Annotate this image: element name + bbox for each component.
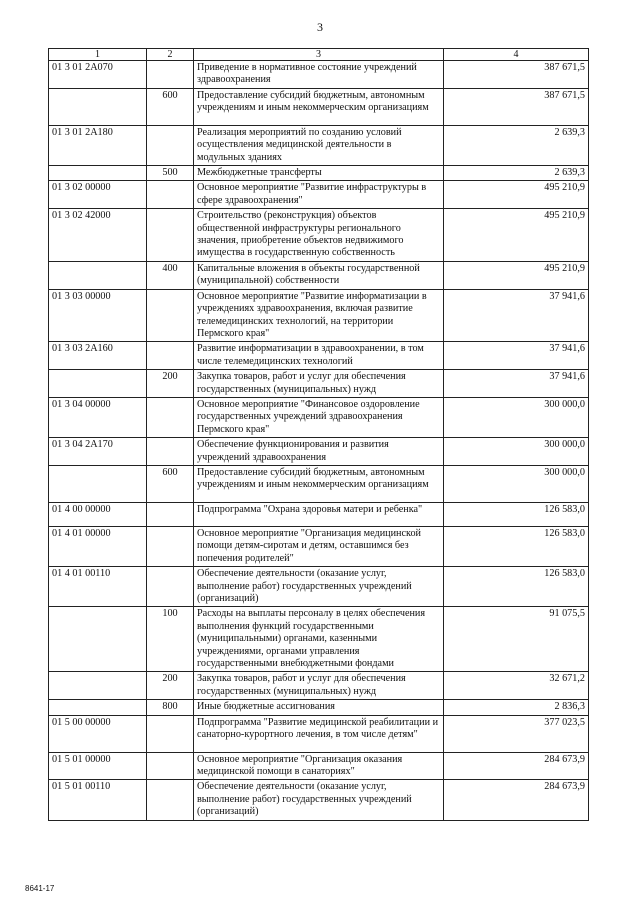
row-expense-type-cell xyxy=(147,567,194,607)
row-code-cell: 01 3 03 2А160 xyxy=(49,342,147,370)
table-row xyxy=(49,61,589,89)
row-amount-cell: 495 210,9 xyxy=(444,261,589,289)
row-description-cell: Предоставление субсидий бюджетным, автономным учреждениям и иным некоммерческим организациям xyxy=(194,88,444,125)
row-code-cell: 01 3 01 2А180 xyxy=(49,125,147,165)
table-row xyxy=(49,502,589,526)
row-expense-type-cell xyxy=(147,125,194,165)
row-code-cell xyxy=(49,88,147,125)
row-code-cell: 01 3 02 00000 xyxy=(49,181,147,209)
row-code-cell: 01 3 02 42000 xyxy=(49,209,147,262)
row-amount-cell: 387 671,5 xyxy=(444,88,589,125)
row-code-cell xyxy=(49,607,147,672)
row-code-cell: 01 4 01 00110 xyxy=(49,567,147,607)
row-code-cell: 01 5 01 00110 xyxy=(49,780,147,820)
row-code-cell xyxy=(49,700,147,715)
table-row xyxy=(49,181,589,209)
row-description-cell: Обеспечение деятельности (оказание услуг, выполнение работ) государственных учреждений (организаций) xyxy=(194,780,444,820)
row-code-cell: 01 3 04 2А170 xyxy=(49,438,147,466)
row-code-cell xyxy=(49,465,147,502)
row-expense-type-cell xyxy=(147,780,194,820)
row-code-cell xyxy=(49,166,147,181)
row-code-cell: 01 4 01 00000 xyxy=(49,526,147,566)
table-row xyxy=(49,125,589,165)
row-amount-cell: 2 836,3 xyxy=(444,700,589,715)
row-amount-cell: 126 583,0 xyxy=(444,526,589,566)
table-row xyxy=(49,88,589,125)
row-amount-cell: 37 941,6 xyxy=(444,370,589,398)
row-amount-cell: 300 000,0 xyxy=(444,438,589,466)
row-description-cell: Основное мероприятие "Развитие информатизации в учреждениях здравоохранения, включая развитие телемедицинских технологий, на территории Пермского края" xyxy=(194,289,444,342)
budget-table xyxy=(48,48,589,821)
row-expense-type-cell: 500 xyxy=(147,166,194,181)
header-col-2: 2 xyxy=(147,49,194,61)
row-amount-cell: 495 210,9 xyxy=(444,209,589,262)
row-description-cell: Основное мероприятие "Организация медицинской помощи детям-сиротам и детям, оставшимся без попечения родителей" xyxy=(194,526,444,566)
row-amount-cell: 37 941,6 xyxy=(444,342,589,370)
row-description-cell: Капитальные вложения в объекты государственной (муниципальной) собственности xyxy=(194,261,444,289)
row-code-cell: 01 4 00 00000 xyxy=(49,502,147,526)
table-row xyxy=(49,342,589,370)
row-expense-type-cell xyxy=(147,181,194,209)
row-expense-type-cell xyxy=(147,342,194,370)
table-row xyxy=(49,672,589,700)
row-code-cell: 01 3 03 00000 xyxy=(49,289,147,342)
table-row xyxy=(49,700,589,715)
row-description-cell: Обеспечение функционирования и развития учреждений здравоохранения xyxy=(194,438,444,466)
row-amount-cell: 126 583,0 xyxy=(444,567,589,607)
row-amount-cell: 37 941,6 xyxy=(444,289,589,342)
row-amount-cell: 2 639,3 xyxy=(444,125,589,165)
header-col-3: 3 xyxy=(194,49,444,61)
row-description-cell: Подпрограмма "Охрана здоровья матери и ребенка" xyxy=(194,502,444,526)
row-description-cell: Предоставление субсидий бюджетным, автономным учреждениям и иным некоммерческим организациям xyxy=(194,465,444,502)
row-code-cell: 01 3 04 00000 xyxy=(49,397,147,437)
row-description-cell: Закупка товаров, работ и услуг для обеспечения государственных (муниципальных) нужд xyxy=(194,370,444,398)
row-expense-type-cell xyxy=(147,752,194,780)
table-row xyxy=(49,752,589,780)
row-expense-type-cell: 400 xyxy=(147,261,194,289)
row-description-cell: Закупка товаров, работ и услуг для обеспечения государственных (муниципальных) нужд xyxy=(194,672,444,700)
table-row xyxy=(49,567,589,607)
row-description-cell: Реализация мероприятий по созданию условий осуществления медицинской деятельности в модульных зданиях xyxy=(194,125,444,165)
table-row xyxy=(49,607,589,672)
row-amount-cell: 32 671,2 xyxy=(444,672,589,700)
table-row xyxy=(49,465,589,502)
row-expense-type-cell: 800 xyxy=(147,700,194,715)
table-row xyxy=(49,438,589,466)
row-expense-type-cell: 100 xyxy=(147,607,194,672)
row-amount-cell: 495 210,9 xyxy=(444,181,589,209)
row-code-cell: 01 5 00 00000 xyxy=(49,715,147,752)
row-amount-cell: 284 673,9 xyxy=(444,752,589,780)
row-code-cell: 01 3 01 2А070 xyxy=(49,61,147,89)
row-amount-cell: 377 023,5 xyxy=(444,715,589,752)
row-amount-cell: 91 075,5 xyxy=(444,607,589,672)
row-description-cell: Основное мероприятие "Организация оказания медицинской помощи в санаториях" xyxy=(194,752,444,780)
row-description-cell: Иные бюджетные ассигнования xyxy=(194,700,444,715)
row-expense-type-cell xyxy=(147,438,194,466)
header-col-1: 1 xyxy=(49,49,147,61)
table-header-row xyxy=(49,49,589,61)
row-amount-cell: 300 000,0 xyxy=(444,397,589,437)
row-expense-type-cell: 200 xyxy=(147,672,194,700)
table-row xyxy=(49,209,589,262)
document-code: 8641-17 xyxy=(25,884,55,893)
row-amount-cell: 2 639,3 xyxy=(444,166,589,181)
row-amount-cell: 126 583,0 xyxy=(444,502,589,526)
row-code-cell xyxy=(49,261,147,289)
row-code-cell xyxy=(49,672,147,700)
row-description-cell: Расходы на выплаты персоналу в целях обеспечения выполнения функций государственными (муниципальными) органами, казенными учреждениями, органами управления государственными внебюджетными фондами xyxy=(194,607,444,672)
row-description-cell: Основное мероприятие "Финансовое оздоровление государственных учреждений здравоохранения Пермского края" xyxy=(194,397,444,437)
page-number: 3 xyxy=(317,20,323,34)
table-row xyxy=(49,166,589,181)
row-description-cell: Приведение в нормативное состояние учреждений здравоохранения xyxy=(194,61,444,89)
row-expense-type-cell: 600 xyxy=(147,465,194,502)
row-description-cell: Строительство (реконструкция) объектов общественной инфраструктуры регионального значения, приобретение объектов недвижимого имущества в государственную собственность xyxy=(194,209,444,262)
row-code-cell: 01 5 01 00000 xyxy=(49,752,147,780)
row-expense-type-cell: 200 xyxy=(147,370,194,398)
header-col-4: 4 xyxy=(444,49,589,61)
row-expense-type-cell xyxy=(147,397,194,437)
row-expense-type-cell: 600 xyxy=(147,88,194,125)
row-code-cell xyxy=(49,370,147,398)
row-expense-type-cell xyxy=(147,502,194,526)
row-amount-cell: 387 671,5 xyxy=(444,61,589,89)
row-expense-type-cell xyxy=(147,289,194,342)
row-amount-cell: 300 000,0 xyxy=(444,465,589,502)
row-expense-type-cell xyxy=(147,209,194,262)
table-row xyxy=(49,261,589,289)
row-description-cell: Подпрограмма "Развитие медицинской реабилитации и санаторно-курортного лечения, в том числе детям" xyxy=(194,715,444,752)
row-description-cell: Межбюджетные трансферты xyxy=(194,166,444,181)
row-expense-type-cell xyxy=(147,526,194,566)
row-expense-type-cell xyxy=(147,61,194,89)
row-description-cell: Развитие информатизации в здравоохранении, в том числе телемедицинских технологий xyxy=(194,342,444,370)
table-row xyxy=(49,780,589,820)
table-row xyxy=(49,370,589,398)
table-row xyxy=(49,397,589,437)
row-description-cell: Обеспечение деятельности (оказание услуг, выполнение работ) государственных учреждений (организаций) xyxy=(194,567,444,607)
row-expense-type-cell xyxy=(147,715,194,752)
table-row xyxy=(49,526,589,566)
row-description-cell: Основное мероприятие "Развитие инфраструктуры в сфере здравоохранения" xyxy=(194,181,444,209)
table-row xyxy=(49,289,589,342)
row-amount-cell: 284 673,9 xyxy=(444,780,589,820)
table-row xyxy=(49,715,589,752)
